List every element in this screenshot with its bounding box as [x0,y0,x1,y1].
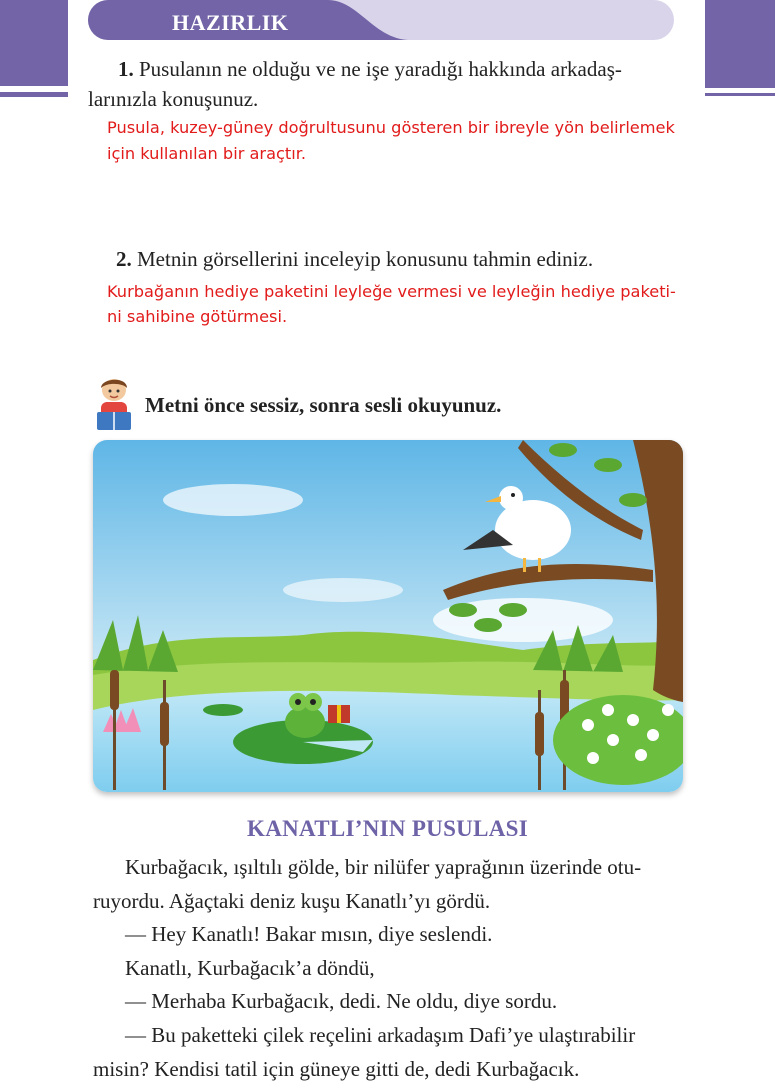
right-margin-line [705,93,775,96]
reading-instruction: Metni önce sessiz, sonra sesli okuyunuz. [145,393,502,417]
story-line: Kanatlı, Kurbağacık’a döndü, [125,955,375,980]
story-line: ruyordu. Ağaçtaki deniz kuşu Kanatlı’yı gördü. [93,888,491,913]
answer-1-line-2: için kullanılan bir araçtır. [107,144,307,163]
left-margin-line [0,92,68,97]
story-line: — Merhaba Kurbağacık, dedi. Ne oldu, diye sordu. [125,989,558,1014]
right-margin-tab [705,0,775,88]
pond-scene-image [93,440,683,792]
boy-reading-book-icon [93,376,135,434]
question-1-line-2: larınızla konuşunuz. [88,87,259,111]
story-illustration [93,440,683,792]
story-line: — Bu paketteki çilek reçelini arkadaşım Dafi’ye ulaştırabilir [125,1022,636,1047]
question-2-number: 2. [116,247,132,271]
story-line: Kurbağacık, ışıltılı gölde, bir nilüfer yaprağının üzerinde otu- [125,855,642,879]
question-1-number: 1. [118,57,134,81]
story-text [93,851,673,1086]
question-2-line-1 [116,244,593,274]
story-line: misin? Kendisi tatil için güneye gitti de, dedi Kurbağacık. [93,1056,580,1081]
left-margin-tab [0,0,68,86]
question-1-text: Pusulanın ne olduğu ve ne işe yaradığı hakkında arkadaş- [139,57,622,81]
question-1-line-1 [118,54,622,84]
question-2-text: Metnin görsellerini inceleyip konusunu tahmin ediniz. [137,247,594,271]
story-line: — Hey Kanatlı! Bakar mısın, diye seslendi. [125,922,493,947]
answer-2-line-2: ni sahibine götürmesi. [107,307,288,326]
story-title: KANATLI’NIN PUSULASI [247,816,528,841]
answer-1-line-1: Pusula, kuzey-güney doğrultusunu gösteren bir ibreyle yön belirlemek [107,118,675,137]
answer-2-line-1: Kurbağanın hediye paketini leyleğe vermesi ve leyleğin hediye paketi- [107,282,676,301]
section-title: HAZIRLIK [172,10,289,35]
